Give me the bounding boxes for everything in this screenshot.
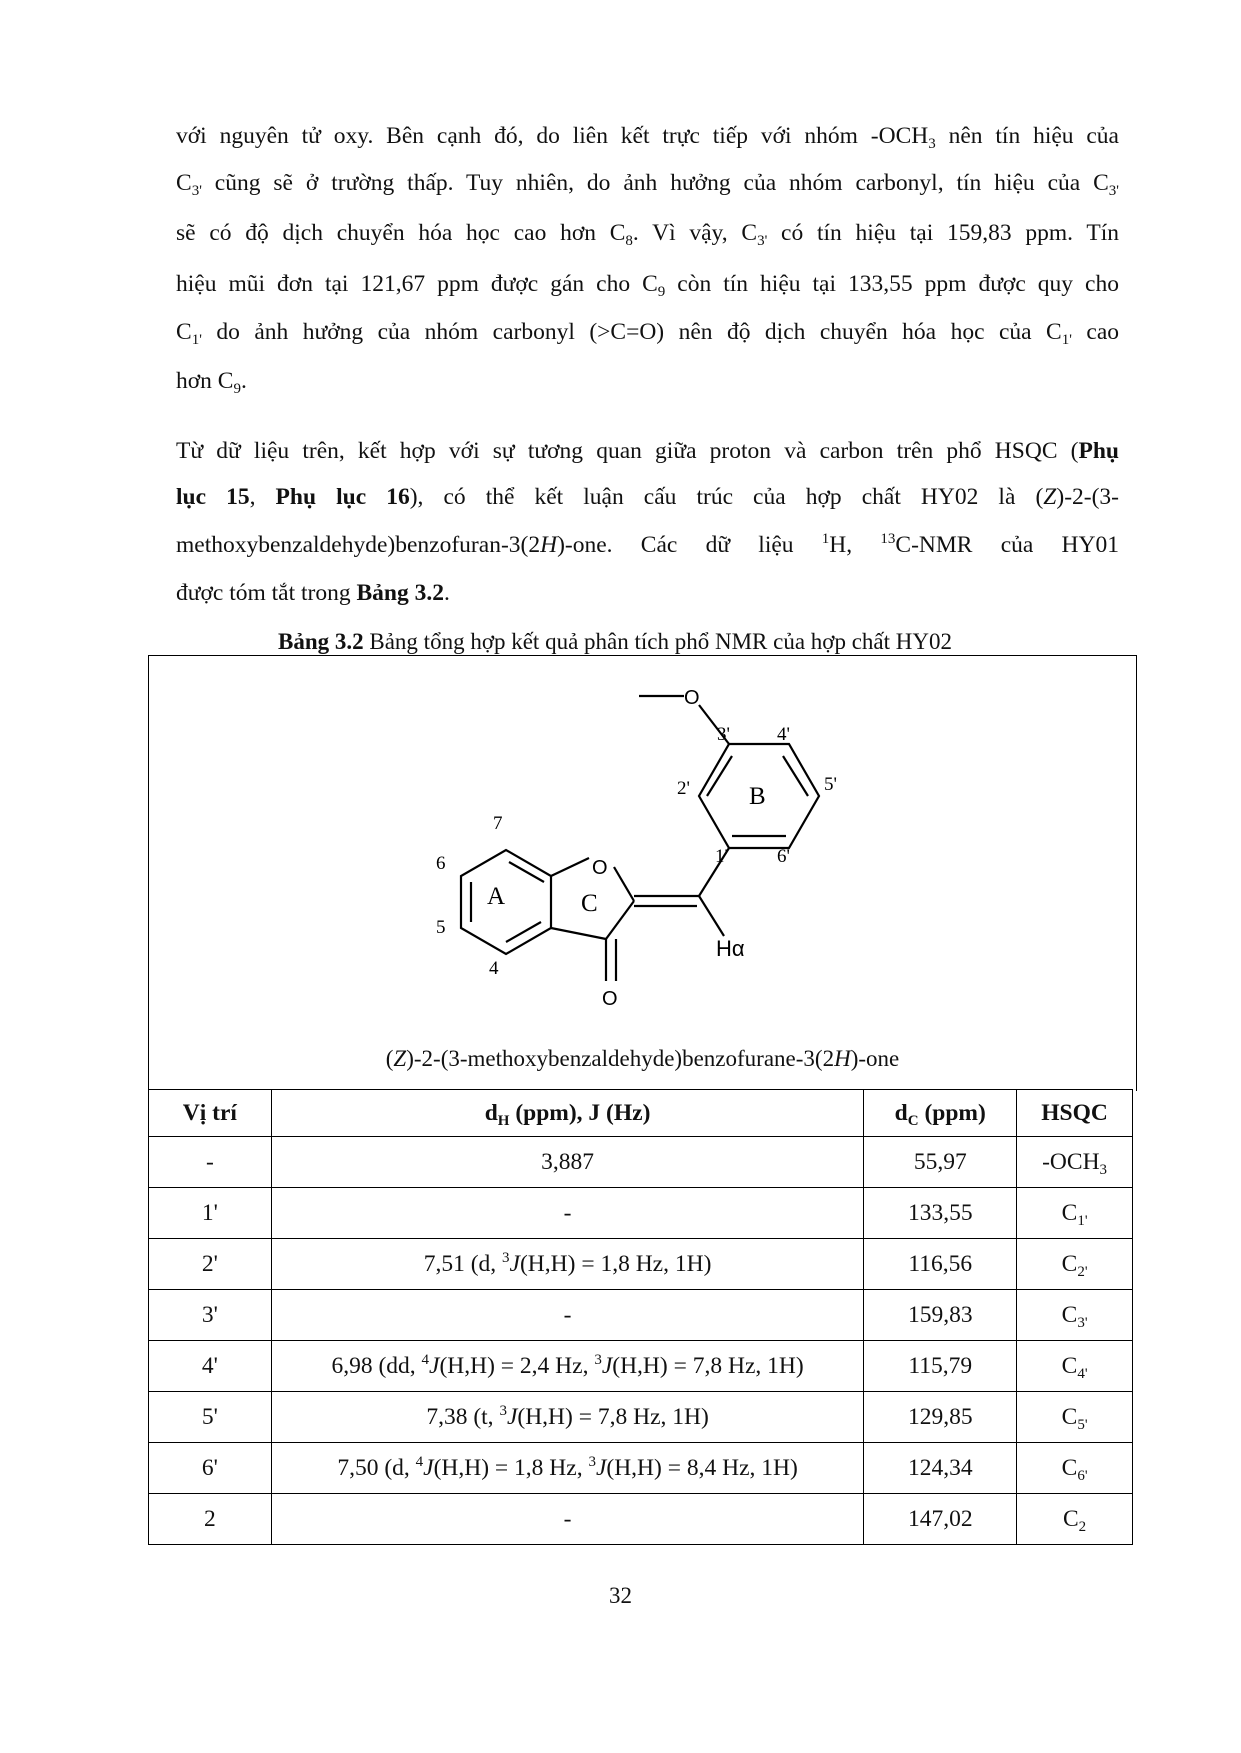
- position-number: 6': [777, 846, 790, 867]
- column-header-hsqc: HSQC: [1017, 1090, 1133, 1137]
- cell-hsqc: $C_2$: [1017, 1494, 1133, 1545]
- cell-dc: 116,56: [864, 1239, 1017, 1290]
- cell-dh: -: [271, 1494, 864, 1545]
- cell-dh: 7,50 (d, $^4$J(H,H) = 1,8 Hz, $^3$J(H,H) = 8,4 Hz, 1H): [271, 1443, 864, 1494]
- cell-dh: 7,38 (t, $^3$J(H,H) = 7,8 Hz, 1H): [271, 1392, 864, 1443]
- cell-position: 2': [149, 1239, 272, 1290]
- cell-position: -: [149, 1137, 272, 1188]
- ring-label: A: [487, 883, 506, 910]
- position-number: 1': [715, 846, 728, 867]
- table-row: [149, 1137, 1133, 1188]
- cell-dc: 55,97: [864, 1137, 1017, 1188]
- cell-hsqc: $C_{1'}$: [1017, 1188, 1133, 1239]
- text-line: methoxybenzaldehyde)benzofuran-3(2H)-one. Các dữ liệu $^1$H, $^{13}$C-NMR của HY01: [176, 531, 1119, 558]
- position-number: 4': [777, 724, 790, 745]
- table-row: [149, 1443, 1133, 1494]
- cell-position: 3': [149, 1290, 272, 1341]
- text-line: được tóm tắt trong Bảng 3.2.: [176, 580, 450, 606]
- oxygen-label: O: [602, 988, 618, 1010]
- table-row: [149, 1239, 1133, 1290]
- position-number: 5': [824, 774, 837, 795]
- cell-position: 6': [149, 1443, 272, 1494]
- cell-hsqc: $C_{2'}$: [1017, 1239, 1133, 1290]
- compound-name: (Z)-2-(3-methoxybenzaldehyde)benzofurane-3(2H)-one: [385, 1046, 900, 1071]
- text-line: với nguyên tử oxy. Bên cạnh đó, do liên kết trực tiếp với nhóm $-OCH_3$ nên tín hiệu của: [176, 123, 1119, 152]
- cell-dc: 133,55: [864, 1188, 1017, 1239]
- cell-hsqc: $-OCH_3$: [1017, 1137, 1133, 1188]
- cell-dc: 159,83: [864, 1290, 1017, 1341]
- cell-hsqc: $C_{5'}$: [1017, 1392, 1133, 1443]
- table-row: [149, 1290, 1133, 1341]
- text-line: hơn $C_9$.: [176, 368, 247, 397]
- ring-label: C: [581, 890, 598, 917]
- cell-dc: 129,85: [864, 1392, 1017, 1443]
- ring-label: B: [749, 783, 766, 810]
- position-number: 6: [436, 853, 446, 874]
- cell-dc: 147,02: [864, 1494, 1017, 1545]
- text-line: hiệu mũi đơn tại 121,67 ppm được gán cho $C_9$ còn tín hiệu tại 133,55 ppm được quy cho: [176, 271, 1119, 300]
- cell-hsqc: $C_{6'}$: [1017, 1443, 1133, 1494]
- h-alpha-label: Hα: [716, 936, 745, 961]
- cell-dh: 6,98 (dd, $^4$J(H,H) = 2,4 Hz, $^3$J(H,H) = 7,8 Hz, 1H): [271, 1341, 864, 1392]
- page-number: 32: [609, 1583, 632, 1608]
- position-number: 3': [717, 724, 730, 745]
- cell-position: 2: [149, 1494, 272, 1545]
- cell-dh: -: [271, 1188, 864, 1239]
- oxygen-label: O: [592, 857, 608, 879]
- text-line: $C_{1'}$ do ảnh hưởng của nhóm carbonyl (>C=O) nên độ dịch chuyển hóa học của $C_{1'}$ cao: [176, 319, 1119, 348]
- position-number: 4: [489, 958, 499, 979]
- cell-dh: 7,51 (d, $^3$J(H,H) = 1,8 Hz, 1H): [271, 1239, 864, 1290]
- text-line: sẽ có độ dịch chuyển hóa học cao hơn $C_8$. Vì vậy, $C_{3'}$ có tín hiệu tại 159,83 ppm. Tín: [176, 220, 1119, 249]
- bond-lines: [461, 696, 819, 981]
- position-numbers: [436, 724, 837, 979]
- cell-hsqc: $C_{3'}$: [1017, 1290, 1133, 1341]
- text-line: lục 15, Phụ lục 16), có thể kết luận cấu trúc của hợp chất HY02 là (Z)-2-(3-: [176, 484, 1120, 510]
- table-caption: Bảng 3.2 Bảng tổng hợp kết quả phân tích phổ NMR của hợp chất HY02: [277, 629, 952, 654]
- table-row: [149, 1341, 1133, 1392]
- table-row: [149, 1392, 1133, 1443]
- table-header-row: [149, 1090, 1133, 1137]
- cell-dh: 3,887: [271, 1137, 864, 1188]
- cell-dh: -: [271, 1290, 864, 1341]
- column-header-dc: $d_C$ (ppm): [864, 1090, 1017, 1137]
- cell-hsqc: $C_{4'}$: [1017, 1341, 1133, 1392]
- column-header-position: Vị trí: [149, 1090, 272, 1137]
- chemical-structure: [149, 656, 1136, 1091]
- position-number: 7: [493, 813, 503, 834]
- cell-position: 1': [149, 1188, 272, 1239]
- table-row: [149, 1494, 1133, 1545]
- nmr-table: [148, 1089, 1133, 1545]
- position-number: 2': [677, 778, 690, 799]
- position-number: 5: [436, 917, 446, 938]
- cell-position: 4': [149, 1341, 272, 1392]
- cell-position: 5': [149, 1392, 272, 1443]
- oxygen-label: O: [684, 687, 700, 709]
- text-line: $C_{3'}$ cũng sẽ ở trường thấp. Tuy nhiên, do ảnh hưởng của nhóm carbonyl, tín hiệu của $C_{3'}$: [176, 170, 1119, 199]
- table-row: [149, 1188, 1133, 1239]
- text-line: Từ dữ liệu trên, kết hợp với sự tương quan giữa proton và carbon trên phổ HSQC (Phụ: [176, 438, 1119, 464]
- structure-figure: [148, 655, 1137, 1091]
- cell-dc: 124,34: [864, 1443, 1017, 1494]
- column-header-dh: $d_H$ (ppm), J (Hz): [271, 1090, 864, 1137]
- cell-dc: 115,79: [864, 1341, 1017, 1392]
